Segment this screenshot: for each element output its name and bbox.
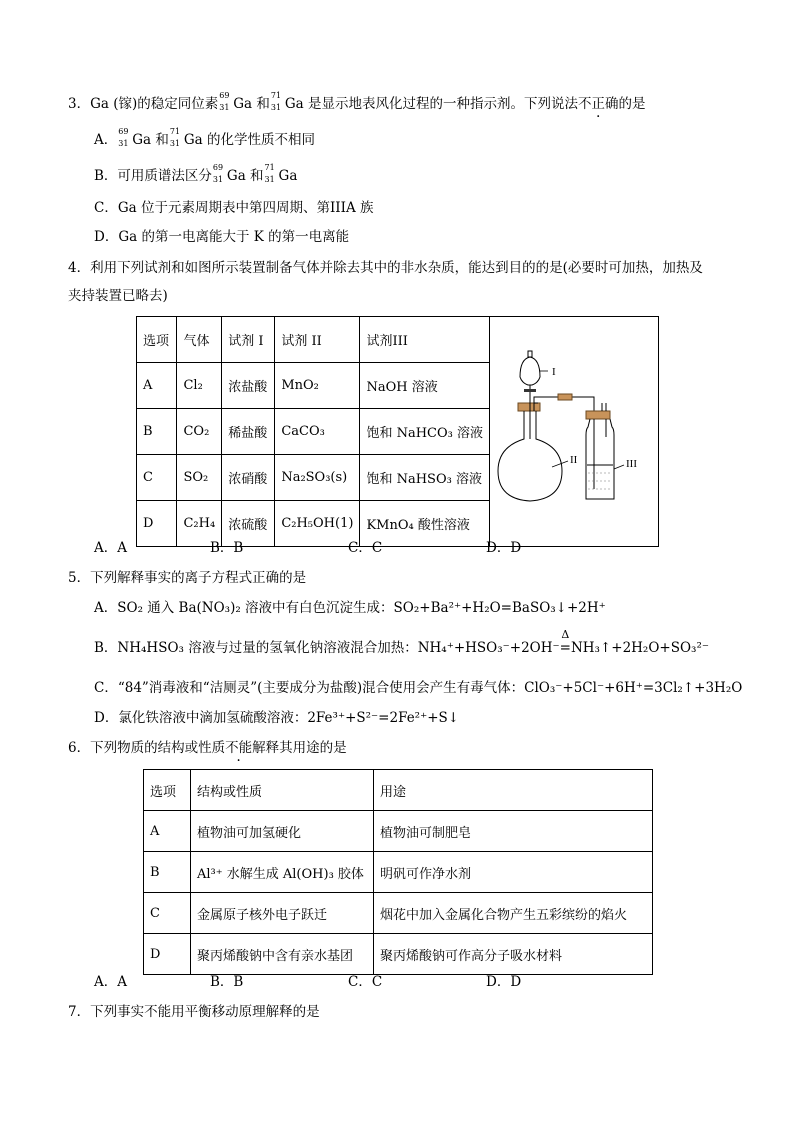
isotope-ga69: 69 31 xyxy=(219,91,230,112)
table-cell: 气体 xyxy=(177,317,222,363)
q4-stem-line2: 夹持装置已略去) xyxy=(68,288,168,304)
table-cell: 浓盐酸 xyxy=(222,363,275,409)
table-cell: Cl₂ xyxy=(177,363,222,409)
table-cell: C₂H₅OH(1) xyxy=(275,501,360,547)
table-cell: CO₂ xyxy=(177,409,222,455)
label-ii: II xyxy=(569,453,578,466)
label-i: I xyxy=(551,365,556,378)
table-cell: 用途 xyxy=(374,770,653,811)
apparatus-diagram xyxy=(490,319,658,541)
q3-option-b: B．可用质谱法区分 69 31 Ga 和 71 31 Ga xyxy=(94,163,298,184)
q5-option-a: A．SO₂ 通入 Ba(NO₃)₂ 溶液中有白色沉淀生成：SO₂+Ba²⁺+H₂O=BaSO₃↓+2H⁺ xyxy=(94,600,606,616)
table-cell: 烟花中加入金属化合物产生五彩缤纷的焰火 xyxy=(374,893,653,934)
table-cell: 聚丙烯酸钠中含有亲水基团 xyxy=(191,934,374,975)
table-cell: A xyxy=(144,811,191,852)
table-cell: C₂H₄ xyxy=(177,501,222,547)
table-cell: 选项 xyxy=(144,770,191,811)
emphasis-cannot: 不能 xyxy=(225,740,253,756)
q6-row-d xyxy=(144,934,653,975)
q4-stem-line1: 4．利用下列试剂和如图所示装置制备气体并除去其中的非水杂质，能达到目的的是(必要时可加热，加热及 xyxy=(68,260,703,276)
q5-option-b: B．NH₄HSO₃ 溶液与过量的氢氧化钠溶液混合加热：NH₄⁺+HSO₃⁻+2OH⁻ Δ =NH₃↑+2H₂O+SO₃²⁻ xyxy=(94,628,709,656)
label-iii: III xyxy=(625,457,637,470)
q6-choice-a: A．A xyxy=(94,974,127,990)
table-cell: 浓硫酸 xyxy=(222,501,275,547)
q6-row-a xyxy=(144,811,653,852)
table-cell: 浓硝酸 xyxy=(222,455,275,501)
table-cell: C xyxy=(144,893,191,934)
table-cell: 植物油可制肥皂 xyxy=(374,811,653,852)
q4-table xyxy=(136,316,659,547)
table-cell: SO₂ xyxy=(177,455,222,501)
table-cell: 饱和 NaHSO₃ 溶液 xyxy=(360,455,490,501)
isotope-ga71: 71 31 xyxy=(270,91,282,112)
table-cell: B xyxy=(137,409,177,455)
table-cell: 稀盐酸 xyxy=(222,409,275,455)
q4-choice-a: A．A xyxy=(94,540,127,556)
table-cell: 试剂 II xyxy=(275,317,360,363)
q6-choice-d: D．D xyxy=(486,974,522,990)
q4-choice-d: D．D xyxy=(486,540,522,556)
apparatus-diagram-cell xyxy=(489,317,658,547)
table-cell: C xyxy=(137,455,177,501)
q6-choice-b: B．B xyxy=(210,974,244,990)
q3-option-d: D．Ga 的第一电离能大于 K 的第一电离能 xyxy=(94,229,350,245)
q6-table xyxy=(143,769,653,975)
table-cell: 植物油可加氢硬化 xyxy=(191,811,374,852)
q6-choice-c: C．C xyxy=(348,974,383,990)
table-cell: 明矾可作净水剂 xyxy=(374,852,653,893)
table-cell: CaCO₃ xyxy=(275,409,360,455)
q3-stem: 3．Ga (镓)的稳定同位素 69 31 Ga 和 71 31 Ga 是显示地表风化过程的一种指示剂。下列说法不正确的是 xyxy=(68,91,646,112)
q7-stem: 7．下列事实不能用平衡移动原理解释的是 xyxy=(68,1004,320,1020)
table-cell: 饱和 NaHCO₃ 溶液 xyxy=(360,409,490,455)
q6-row-c xyxy=(144,893,653,934)
table-cell: 试剂III xyxy=(360,317,490,363)
q5-option-d: D．氯化铁溶液中滴加氢硫酸溶液：2Fe³⁺+S²⁻=2Fe²⁺+S↓ xyxy=(94,710,460,726)
table-cell: 结构或性质 xyxy=(191,770,374,811)
q3-option-a: A． 69 31 Ga 和 71 31 Ga 的化学性质不相同 xyxy=(94,127,315,148)
table-cell: NaOH 溶液 xyxy=(360,363,490,409)
q5-option-c: C．“84”消毒液和“洁厕灵”(主要成分为盐酸)混合使用会产生有毒气体：ClO₃⁻+5Cl⁻+6H⁺=3Cl₂↑+3H₂O xyxy=(94,680,743,696)
q3-option-c: C．Ga 位于元素周期表中第四周期、第IIIA 族 xyxy=(94,200,374,216)
q4-choice-b: B．B xyxy=(210,540,244,556)
table-cell: MnO₂ xyxy=(275,363,360,409)
q5-stem: 5．下列解释事实的离子方程式正确的是 xyxy=(68,570,307,586)
emphasis-not-correct: 不正确 xyxy=(578,96,619,112)
q4-choice-c: C．C xyxy=(348,540,383,556)
table-cell: D xyxy=(144,934,191,975)
table-cell: D xyxy=(137,501,177,547)
q6-row-b xyxy=(144,852,653,893)
table-cell: A xyxy=(137,363,177,409)
table-cell: Na₂SO₃(s) xyxy=(275,455,360,501)
table-cell: KMnO₄ 酸性溶液 xyxy=(360,501,490,547)
table-cell: 试剂 I xyxy=(222,317,275,363)
q6-stem: 6．下列物质的结构或性质不能解释其用途的是 xyxy=(68,740,347,756)
table-cell: Al³⁺ 水解生成 Al(OH)₃ 胶体 xyxy=(191,852,374,893)
table-cell: 聚丙烯酸钠可作高分子吸水材料 xyxy=(374,934,653,975)
table-cell: B xyxy=(144,852,191,893)
table-cell: 选项 xyxy=(137,317,177,363)
table-cell: 金属原子核外电子跃迁 xyxy=(191,893,374,934)
